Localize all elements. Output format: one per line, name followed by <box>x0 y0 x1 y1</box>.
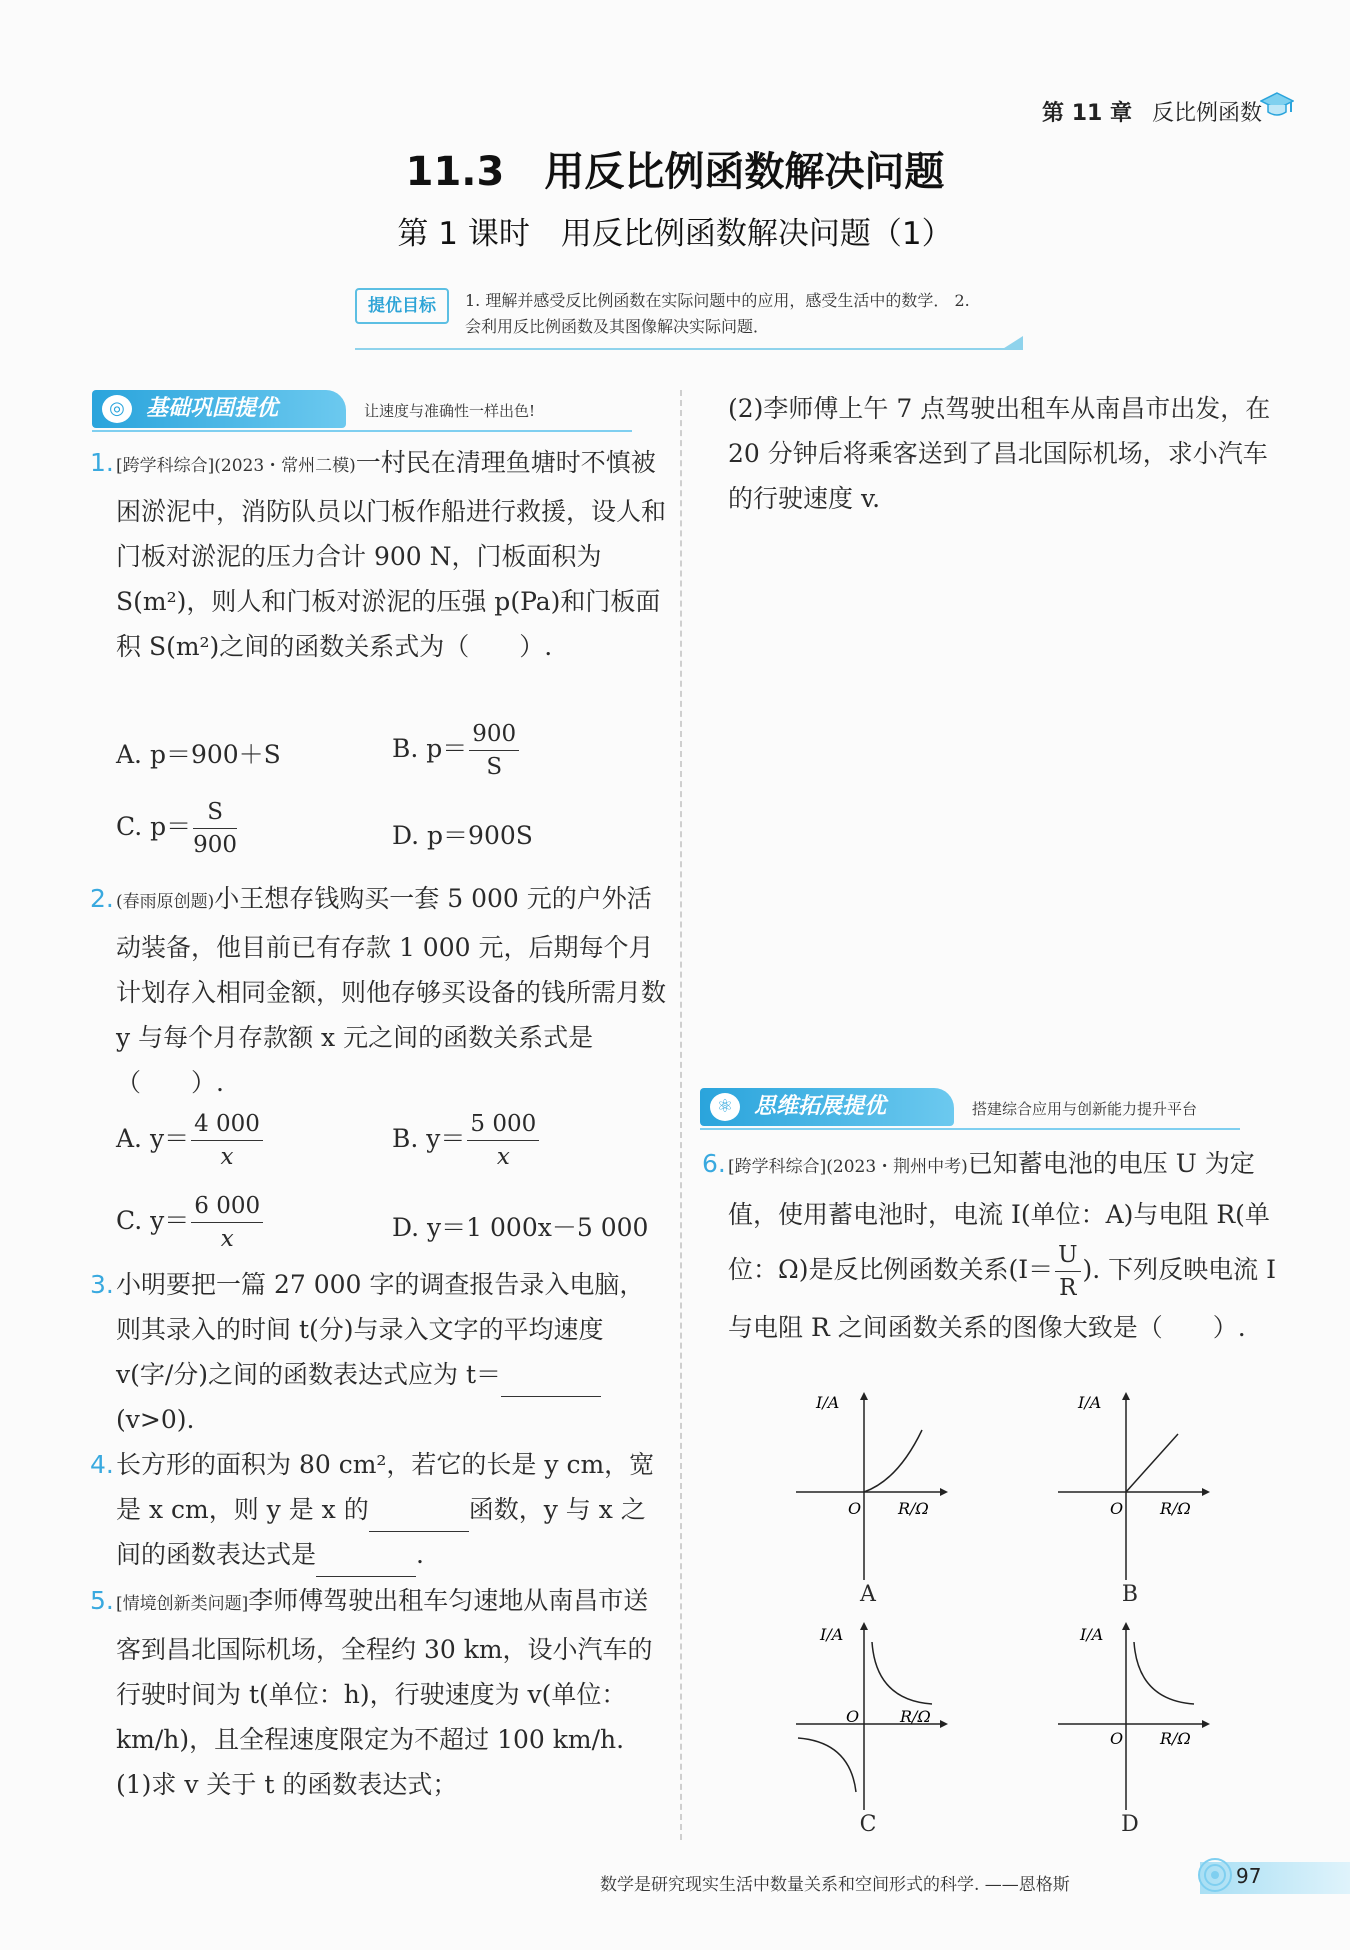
question-5 <box>90 1578 666 1807</box>
footer-quote: 数学是研究现实生活中数量关系和空间形式的科学. ——恩格斯 <box>600 1875 1070 1895</box>
question-text: 小王想存钱购买一套 5 000 元的户外活动装备，他目前已有存款 1 000 元，后期每个月计划存入相同金额，则他存够买设备的钱所需月数 y 与每个月存款额 x 元之间的函数关系式是（ ）. <box>116 884 667 1097</box>
section-extension-banner <box>700 1088 1240 1130</box>
column-divider <box>680 390 682 1840</box>
chapter-title: 反比例函数 <box>1151 101 1262 126</box>
section-extension-subtitle: 搭建综合应用与创新能力提升平台 <box>972 1100 1198 1118</box>
y-axis-label: I/A <box>816 1393 840 1412</box>
question-number: 6. <box>702 1149 726 1178</box>
q1-option-d: D. p＝900S <box>392 821 533 850</box>
x-axis-label: R/Ω <box>1160 1729 1191 1748</box>
question-5-part-2: (2)李师傅上午 7 点驾驶出租车从南昌市出发，在 20 分钟后将乘客送到了昌北国际机场，求小汽车的行驶速度 v. <box>728 394 1271 513</box>
question-text: 李师傅驾驶出租车匀速地从南昌市送客到昌北国际机场，全程约 30 km，设小汽车的行驶时间为 t(单位：h)，行驶速度为 v(单位：km/h)，且全程速度限定为不超过 100 km/h. <box>116 1586 653 1754</box>
x-axis-label: R/Ω <box>900 1707 931 1726</box>
chapter-header <box>1042 96 1262 127</box>
question-text: 长方形的面积为 80 cm²，若它的长是 y cm，宽是 x cm，则 y 是 x 的 <box>116 1450 655 1524</box>
graduation-cap-icon <box>1260 90 1294 120</box>
graph-b <box>1050 1390 1210 1580</box>
graph-a-label: A <box>860 1582 876 1607</box>
x-axis-label: R/Ω <box>1160 1499 1191 1518</box>
y-axis-label: I/A <box>820 1625 844 1644</box>
question-4 <box>90 1442 666 1577</box>
question-tag: (春雨原创题) <box>116 892 215 912</box>
question-tail: (v>0). <box>116 1405 195 1434</box>
question-tail: . <box>416 1540 424 1569</box>
origin-label: O <box>846 1707 860 1726</box>
question-1 <box>90 440 667 669</box>
question-text: 一村民在清理鱼塘时不慎被困淤泥中，消防队员以门板作船进行救援，设人和门板对淤泥的压力合计 900 N，门板面积为 S(m²)，则人和门板对淤泥的压强 p(Pa)和门板面积 S(m²)之间的函数关系式为（ ）. <box>116 448 667 661</box>
question-3 <box>90 1262 666 1442</box>
page-number: 97 <box>1236 1864 1262 1888</box>
answer-blank[interactable] <box>316 1546 416 1577</box>
question-tag: [情境创新类问题] <box>116 1594 249 1614</box>
q1-option-b: B. p＝ $\frac{900}{S}$ <box>392 718 521 783</box>
q2-option-c: C. y＝ $\frac{6 000}{x}$ <box>116 1190 265 1255</box>
graph-c <box>788 1620 948 1810</box>
goals-box <box>355 282 1015 350</box>
question-text-2: . 下列反映电流 I 与电阻 R 之间函数关系的图像大致是（ ）. <box>728 1255 1276 1342</box>
question-tag: [跨学科综合](2023・荆州中考) <box>728 1157 968 1177</box>
origin-label: O <box>1110 1499 1124 1518</box>
question-number: 3. <box>90 1270 114 1299</box>
q2-option-a: A. y＝ $\frac{4 000}{x}$ <box>116 1108 265 1173</box>
formula: (I＝ $\frac{U}{R}$ ) <box>1008 1255 1092 1284</box>
question-number: 4. <box>90 1450 114 1479</box>
section-basic-rule <box>92 430 632 432</box>
lesson-title: 11.3 用反比例函数解决问题 <box>405 149 945 195</box>
section-basic-title: ◎ 基础巩固提优 <box>92 390 346 428</box>
question-text: 已知蓄电池的电压 U 为定值，使用蓄电池时，电流 I(单位：A)与电阻 R(单位：Ω)是反比例函数关系 <box>728 1149 1270 1284</box>
question-number: 5. <box>90 1586 114 1615</box>
target-icon: ◎ <box>102 395 132 423</box>
section-basic-subtitle: 让速度与准确性一样出色! <box>364 402 536 420</box>
graph-b-label: B <box>1121 1582 1139 1607</box>
goals-text: 1. 理解并感受反比例函数在实际问题中的应用，感受生活中的数学． 2. 会利用反比例函数及其图像解决实际问题． <box>465 291 970 336</box>
q2-option-b: B. y＝ $\frac{5 000}{x}$ <box>392 1108 541 1173</box>
question-2 <box>90 876 667 1105</box>
question-part-1: (1)求 v 关于 t 的函数表达式； <box>116 1770 458 1799</box>
graph-d <box>1050 1620 1210 1810</box>
question-number: 2. <box>90 884 114 913</box>
answer-blank[interactable] <box>369 1501 469 1532</box>
section-extension-rule <box>700 1128 1240 1130</box>
q1-option-c: C. p＝ $\frac{S}{900}$ <box>116 796 239 861</box>
lesson-subtitle: 第 1 课时 用反比例函数解决问题（1） <box>397 216 953 252</box>
atom-icon: ⚛ <box>710 1093 740 1121</box>
origin-label: O <box>1110 1729 1124 1748</box>
question-text: 小明要把一篇 27 000 字的调查报告录入电脑，则其录入的时间 t(分)与录入文字的平均速度 v(字/分)之间的函数表达式应为 t＝ <box>116 1270 645 1389</box>
question-text-2: 函数，y 与 x 之间的函数表达式是 <box>116 1495 646 1569</box>
y-axis-label: I/A <box>1078 1393 1102 1412</box>
x-axis-label: R/Ω <box>898 1499 929 1518</box>
target-rings-icon <box>1196 1856 1234 1894</box>
chapter-number: 第 11 章 <box>1042 101 1132 126</box>
goals-tag: 提优目标 <box>355 288 449 324</box>
section-extension-title: ⚛ 思维拓展提优 <box>700 1088 954 1126</box>
q2-option-d: D. y＝1 000x－5 000 <box>392 1213 649 1242</box>
question-6 <box>702 1140 1288 1352</box>
origin-label: O <box>848 1499 862 1518</box>
answer-blank[interactable] <box>501 1366 601 1397</box>
graph-d-label: D <box>1121 1812 1139 1837</box>
question-tag: [跨学科综合](2023・常州二模) <box>116 456 356 476</box>
graph-a <box>788 1390 948 1580</box>
goals-corner-decoration <box>1001 336 1023 350</box>
q1-option-a: A. p＝900＋S <box>116 740 281 769</box>
section-basic-banner <box>92 390 632 432</box>
graph-c-label: C <box>859 1812 877 1837</box>
question-number: 1. <box>90 448 114 477</box>
y-axis-label: I/A <box>1080 1625 1104 1644</box>
